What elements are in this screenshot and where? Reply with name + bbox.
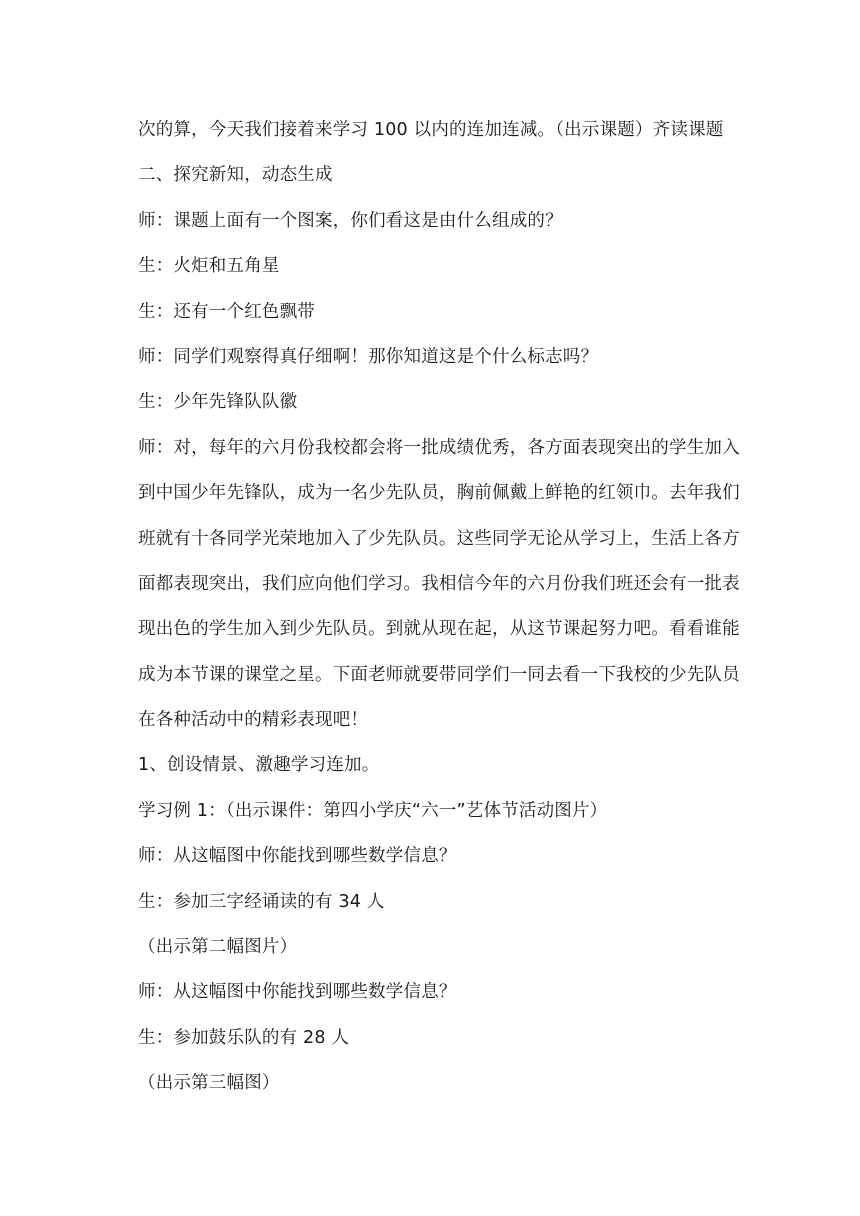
text-line: 师：对，每年的六月份我校都会将一批成绩优秀，各方面表现突出的学生加入 — [138, 437, 740, 458]
text-line: 师：课题上面有一个图案，你们看这是由什么组成的？ — [138, 210, 563, 231]
text-line: 生：火炬和五角星 — [138, 256, 280, 277]
text-line: （出示第三幅图） — [138, 1073, 280, 1094]
text-line: 生：参加三字经诵读的有 34 人 — [138, 891, 385, 912]
document-body — [138, 108, 740, 1107]
section-heading: 二、探究新知，动态生成 — [138, 165, 333, 186]
text-line: 学习例 1：（出示课件：第四小学庆“六一”艺体节活动图片） — [138, 800, 608, 821]
text-line: 师：从这幅图中你能找到哪些数学信息？ — [138, 982, 457, 1003]
text-line: 师：同学们观察得真仔细啊！那你知道这是个什么标志吗？ — [138, 346, 599, 367]
subsection-heading: 1、创设情景、激趣学习连加。 — [138, 755, 380, 776]
text-line: 在各种活动中的精彩表现吧！ — [138, 710, 369, 731]
text-line: 生：少年先锋队队徽 — [138, 392, 298, 413]
text-line: 到中国少年先锋队，成为一名少先队员，胸前佩戴上鲜艳的红领巾。去年我们 — [138, 483, 740, 504]
text-line: 现出色的学生加入到少先队员。到就从现在起，从这节课起努力吧。看看谁能 — [138, 619, 740, 640]
text-line: 次的算，今天我们接着来学习 100 以内的连加连减。（出示课题）齐读课题 — [138, 120, 724, 140]
text-line: 师：从这幅图中你能找到哪些数学信息？ — [138, 846, 457, 867]
text-line: 生：参加鼓乐队的有 28 人 — [138, 1027, 350, 1048]
text-line: 成为本节课的课堂之星。下面老师就要带同学们一同去看一下我校的少先队员 — [138, 664, 740, 685]
text-line: 面都表现突出，我们应向他们学习。我相信今年的六月份我们班还会有一批表 — [138, 573, 740, 594]
text-line: 班就有十各同学光荣地加入了少先队员。这些同学无论从学习上，生活上各方 — [138, 528, 740, 549]
text-line: （出示第二幅图片） — [138, 937, 298, 958]
text-line: 生：还有一个红色飘带 — [138, 301, 315, 322]
